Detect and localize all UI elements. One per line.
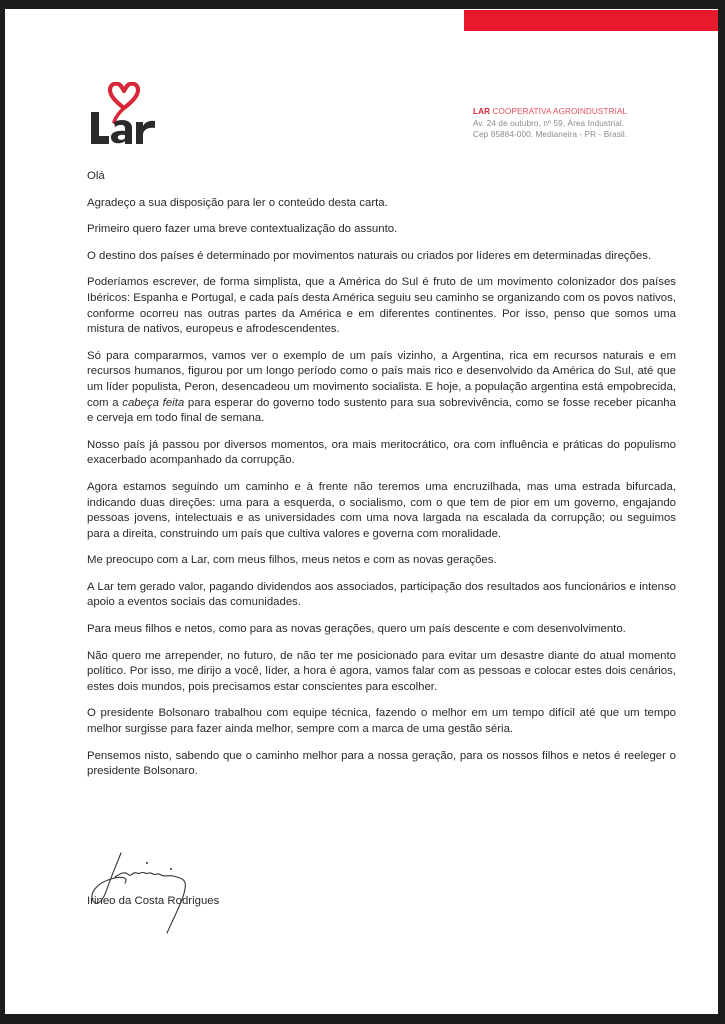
paragraph-concern: Me preocupo com a Lar, com meus filhos, meus netos e com as novas gerações. — [87, 554, 497, 567]
signature-block — [85, 849, 305, 949]
greeting: Olá — [87, 170, 105, 182]
argentina-text-1: Só para compararmos, vamos ver o exemplo de um país vizinho, a Argentina, rica em recursos naturais e em recursos humanos, figurou por um longo período como o país mais rico e desenvolvido da América do Sul, até que um líder populista, Peron, desencadeou um movimento socialista. E hoje, a população argentina está empobrecida, com a — [87, 349, 676, 409]
paragraph-president: O presidente Bolsonaro trabalhou com equipe técnica, fazendo o melhor em um tempo difícil até que um tempo melhor surgisse para fazer ainda melhor, sempre com a marca de uma gestão séria. — [87, 707, 676, 736]
address-line-2: Cep 85884-000. Medianeira - PR - Brasil. — [473, 130, 628, 139]
paragraph-argentina — [87, 349, 676, 427]
paragraph-intro: Primeiro quero fazer uma breve contextualização do assunto. — [87, 223, 398, 236]
letter-page — [5, 9, 718, 1014]
paragraph-lar-value: A Lar tem gerado valor, pagando dividendos aos associados, participação dos resultados aos funcionários e intenso apoio a eventos sociais das comunidades. — [87, 580, 676, 609]
argentina-text-2: para esperar do governo todo sustento para sua sobrevivência, como se fosse receber picanha e cerveja em todo final de semana. — [87, 396, 676, 425]
signer-name: Irineo da Costa Rodrigues — [87, 895, 220, 907]
paragraph-destiny: O destino dos países é determinado por movimentos naturais ou criados por líderes em determinadas direções. — [87, 249, 652, 262]
company-brand: LAR — [473, 107, 491, 116]
letter-body — [87, 169, 676, 791]
address-line-1: Av. 24 de outubro, nº 59, Área Industrial. — [473, 118, 625, 128]
paragraph-thanks: Agradeço a sua disposição para ler o conteúdo desta carta. — [87, 196, 388, 209]
paragraph-our-country: Nosso país já passou por diversos momentos, ora mais meritocrático, ora com influência e práticas do populismo exacerbado acompanhado da corrupção. — [87, 438, 676, 467]
paragraph-bifurcation: Agora estamos seguindo um caminho e à frente não teremos uma encruzilhada, mas uma estrada bifurcada, indicando duas direções: uma para a esquerda, o socialismo, com o que tem de pior em um governo, engajando pessoas jovens, intelectuais e as universidades com uma nova largada na escalada da corrupção; ou seguimos para a direita, construindo um país que cultiva valores e governa com moralidade. — [87, 480, 676, 540]
company-name: COOPERATIVA AGROINDUSTRIAL — [492, 107, 628, 116]
paragraph-regret: Não quero me arrepender, no futuro, de não ter me posicionado para evitar um desastre diante do atual momento político. Por isso, me dirijo a você, líder, a hora é agora, vamos falar com as pessoas e colocar estes dois cenários, estes dois mundos, pois precisamos estar conscientes para escolher. — [87, 649, 676, 693]
letterhead-accent-bar — [464, 10, 718, 31]
paragraph-conclusion: Pensemos nisto, sabendo que o caminho melhor para a nossa geração, para os nossos filhos e netos é reeleger o presidente Bolsonaro. — [87, 749, 676, 778]
lar-logo — [86, 82, 160, 148]
company-info — [473, 106, 703, 141]
company-name-line — [473, 106, 703, 118]
paragraph-south-america: Poderíamos escrever, de forma simplista, que a América do Sul é fruto de um movimento colonizador dos países Ibéricos: Espanha e Portugal, e cada país desta América seguiu seu caminho se organizando com os povos nativos, conforme ocorreu nas outras partes da América e em diferentes continentes. Por isso, penso que somos uma mistura de nativos, europeus e afrodescendentes. — [87, 276, 676, 336]
heart-logo-icon — [86, 82, 160, 148]
argentina-italic: cabeça feita — [122, 396, 185, 409]
paragraph-children: Para meus filhos e netos, como para as novas gerações, quero um país descente e com desenvolvimento. — [87, 623, 626, 636]
